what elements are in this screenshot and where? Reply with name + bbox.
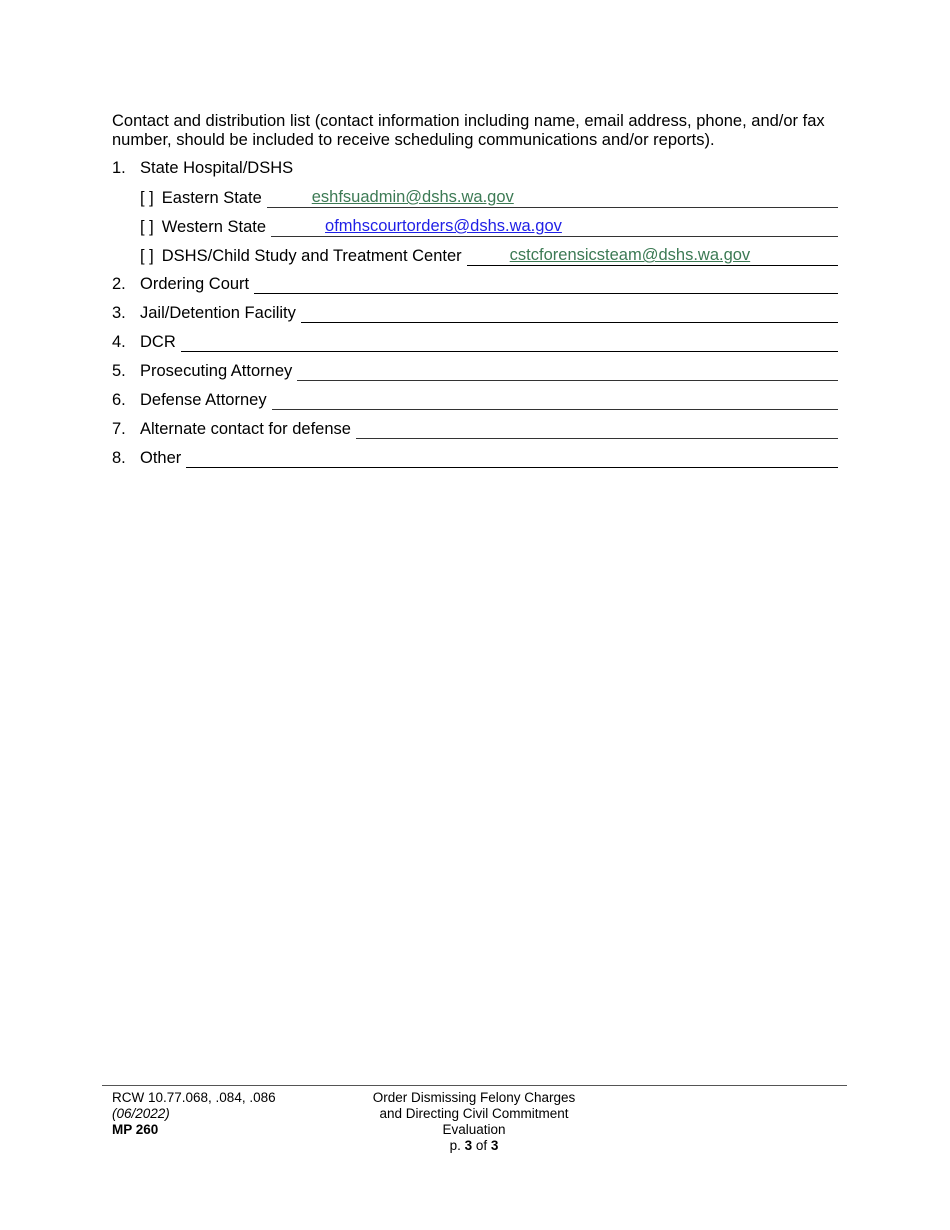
alternate-contact-field[interactable] (356, 420, 838, 439)
item-number: 7. (112, 420, 126, 438)
item-prosecuting-attorney (112, 361, 838, 381)
jail-detention-field[interactable] (301, 304, 838, 323)
cstc-checkbox[interactable]: [ ] (140, 247, 154, 265)
cstc-field[interactable] (467, 247, 838, 266)
item-label: DCR (140, 333, 176, 351)
item-number: 5. (112, 362, 126, 380)
item-label: Other (140, 449, 182, 467)
item-number: 2. (112, 275, 126, 293)
footer-divider (102, 1085, 847, 1086)
footer-title-line1: Order Dismissing Felony Charges (372, 1090, 576, 1105)
item-label: Jail/Detention Facility (140, 304, 296, 322)
item-number: 4. (112, 333, 126, 351)
cstc-email-link[interactable]: cstcforensicsteam@dshs.wa.gov (509, 246, 751, 264)
item-jail-detention-facility (112, 303, 838, 323)
footer-rcw: RCW 10.77.068, .084, .086 (112, 1090, 276, 1105)
footer-page-number (344, 1138, 604, 1154)
footer-left (112, 1090, 276, 1138)
item-ordering-court (112, 274, 838, 294)
item-alternate-contact (112, 419, 838, 439)
eastern-state-email-link[interactable]: eshfsuadmin@dshs.wa.gov (311, 188, 514, 206)
other-field[interactable] (186, 449, 838, 468)
page-total: 3 (490, 1138, 499, 1153)
page-of: of (475, 1138, 488, 1153)
dcr-field[interactable] (181, 333, 838, 352)
item-label: Alternate contact for defense (140, 420, 351, 438)
item-label: Ordering Court (140, 275, 250, 293)
hospital-label: DSHS/Child Study and Treatment Center (161, 247, 462, 265)
item-number: 3. (112, 304, 126, 322)
item-number: 6. (112, 391, 126, 409)
eastern-state-checkbox[interactable]: [ ] (140, 189, 154, 207)
footer-title-line3: Evaluation (442, 1122, 506, 1137)
page-current: 3 (464, 1138, 473, 1153)
ordering-court-field[interactable] (254, 275, 838, 294)
western-state-field[interactable] (271, 218, 838, 237)
item-label: Prosecuting Attorney (140, 362, 293, 380)
item-state-hospital (112, 158, 838, 178)
item-number: 8. (112, 449, 126, 467)
western-state-email-link[interactable]: ofmhscourtorders@dshs.wa.gov (325, 217, 562, 235)
footer-center (344, 1090, 604, 1154)
eastern-state-field[interactable] (267, 189, 838, 208)
hospital-label: Eastern State (161, 189, 262, 207)
page-prefix: p. (449, 1138, 461, 1153)
item-dcr (112, 332, 838, 352)
hospital-cstc (140, 246, 838, 266)
hospital-label: Western State (161, 218, 267, 236)
distribution-intro: Contact and distribution list (contact information including name, email address, phone, and/or fax number, should be included to receive scheduling communications and/or reports). (112, 112, 825, 149)
defense-attorney-field[interactable] (272, 391, 838, 410)
item-defense-attorney (112, 390, 838, 410)
item-label: State Hospital/DSHS (140, 159, 294, 177)
footer-title-line2: and Directing Civil Commitment (379, 1106, 569, 1121)
item-number: 1. (112, 159, 126, 177)
hospital-eastern-state (140, 188, 838, 208)
hospital-western-state (140, 217, 838, 237)
footer-form-id: MP 260 (112, 1122, 159, 1137)
prosecuting-attorney-field[interactable] (297, 362, 838, 381)
western-state-checkbox[interactable]: [ ] (140, 218, 154, 236)
item-other (112, 448, 838, 468)
item-label: Defense Attorney (140, 391, 267, 409)
footer-version: (06/2022) (112, 1106, 170, 1121)
